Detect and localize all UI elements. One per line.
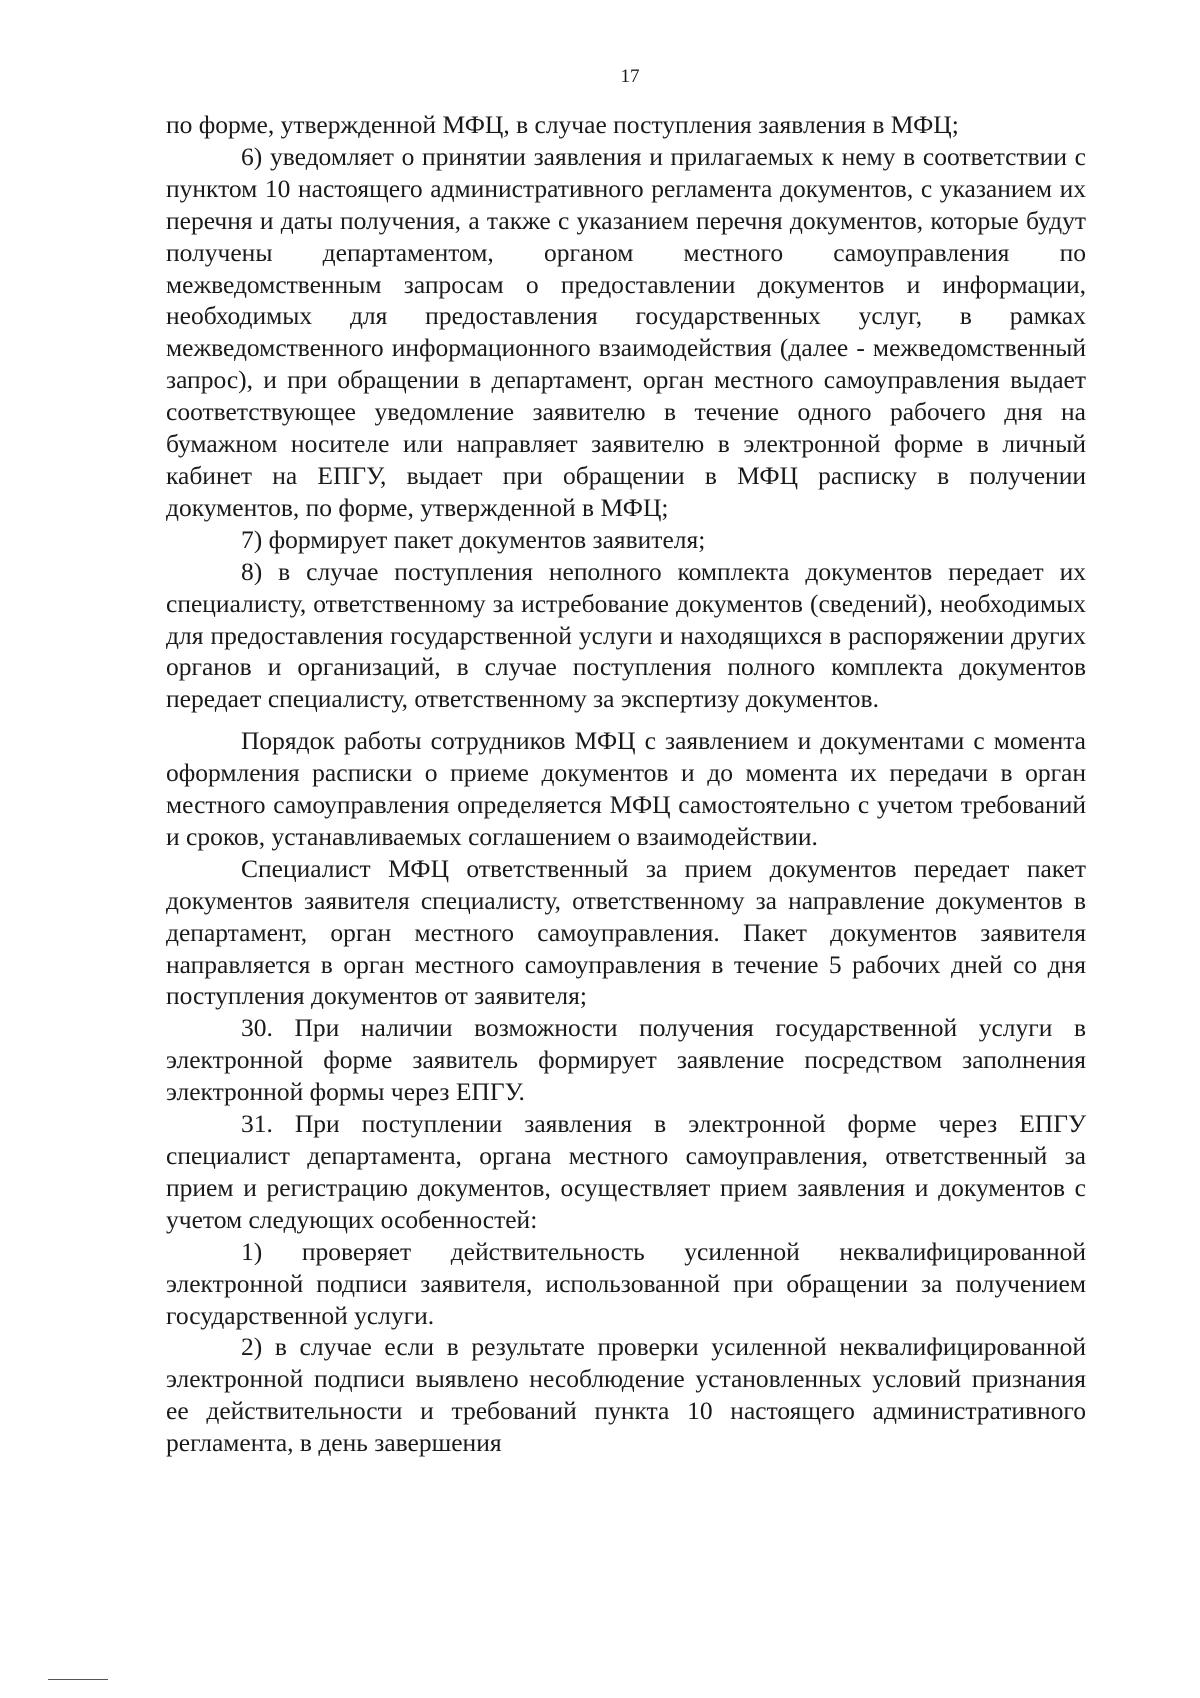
footnote-rule xyxy=(48,1679,108,1680)
document-body xyxy=(166,109,1086,1459)
paragraph-subitem-2: 2) в случае если в результате проверки усиленной неквалифицированной электронной подписи выявлено несоблюдение установленных условий признания ее действительности и требований пункта 10 настоящего административного регламента, в день завершения xyxy=(166,1332,1086,1458)
paragraph-mfc-procedure: Порядок работы сотрудников МФЦ с заявлением и документами с момента оформления расписки о приеме документов и до момента их передачи в орган местного самоуправления определяется МФЦ самостоятельно с учетом требований и сроков, устанавливаемых соглашением о взаимодействии. xyxy=(166,726,1086,851)
paragraph-subitem-1: 1) проверяет действительность усиленной неквалифицированной электронной подписи заявителя, использованной при обращении за получением государственной услуги. xyxy=(166,1236,1086,1330)
paragraph-continuation: по форме, утвержденной МФЦ, в случае поступления заявления в МФЦ; xyxy=(166,110,959,139)
paragraph-clause-30: 30. При наличии возможности получения государственной услуги в электронной форме заявитель формирует заявление посредством заполнения электронной формы через ЕПГУ. xyxy=(166,1013,1086,1107)
paragraph-mfc-specialist: Специалист МФЦ ответственный за прием документов передает пакет документов заявителя специалисту, ответственному за направление документов в департамент, орган местного самоуправления. Пакет документов заявителя направляется в орган местного самоуправления в течение 5 рабочих дней со дня поступления документов от заявителя; xyxy=(166,853,1086,1011)
paragraph-item-8: 8) в случае поступления неполного комплекта документов передает их специалисту, ответственному за истребование документов (сведений), необходимых для предоставления государственной услуги и находящихся в распоряжении других органов и организаций, в случае поступления полного комплекта документов передает специалисту, ответственному за экспертизу документов. xyxy=(166,556,1086,714)
paragraph-clause-31: 31. При поступлении заявления в электронной форме через ЕПГУ специалист департамента, органа местного самоуправления, ответственный за прием и регистрацию документов, осуществляет прием заявления и документов с учетом следующих особенностей: xyxy=(166,1109,1086,1234)
paragraph-item-6: 6) уведомляет о принятии заявления и прилагаемых к нему в соответствии с пунктом 10 настоящего административного регламента документов, с указанием их перечня и даты получения, а также с указанием перечня документов, которые будут получены департаментом, органом местного самоуправления по межведомственным запросам о предоставлении документов и информации, необходимых для предоставления государственных услуг, в рамках межведомственного информационного взаимодействия (далее - межведомственный запрос), и при обращении в департамент, орган местного самоуправления выдает соответствующее уведомление заявителю в течение одного рабочего дня на бумажном носителе или направляет заявителю в электронной форме в личный кабинет на ЕПГУ, выдает при обращении в МФЦ расписку в получении документов, по форме, утвержденной в МФЦ; xyxy=(166,141,1086,522)
page-number: 17 xyxy=(620,66,640,87)
paragraph-item-7: 7) формирует пакет документов заявителя; xyxy=(241,524,706,554)
